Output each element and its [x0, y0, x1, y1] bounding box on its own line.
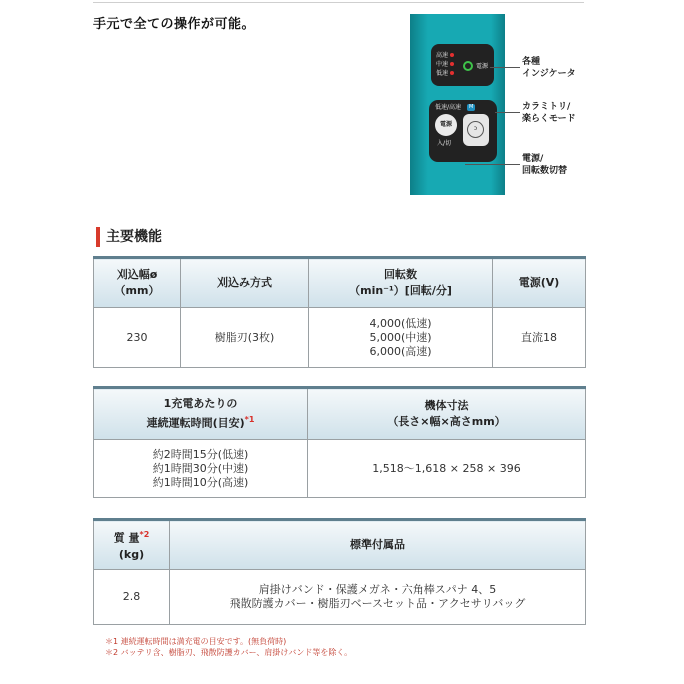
callout-indicator-line2: インジケータ	[522, 69, 576, 79]
label-mid: 中速	[436, 61, 449, 68]
power-button	[435, 114, 457, 136]
photo-shade-left	[410, 14, 428, 195]
callout-mode-line2: 楽らくモード	[522, 114, 576, 124]
th-cut-width-line2: （mm）	[114, 284, 160, 297]
product-photo	[410, 14, 505, 195]
td-cut-width: 230	[94, 308, 181, 368]
callout-line-power	[465, 164, 520, 165]
td-accessories-line2: 飛散防護カバー・樹脂刃ベースセット品・アクセサリバッグ	[229, 597, 526, 610]
callout-mode-line1: カラミトリ/	[522, 102, 571, 112]
callout-mode	[522, 101, 576, 125]
spec-table-accessories	[93, 518, 586, 625]
td-mass: 2.8	[94, 570, 170, 625]
td-runtime-low: 約2時間15分(低速)	[152, 447, 249, 461]
th-mass-unit: (kg)	[118, 547, 145, 561]
footnote-1-text: 連続運転時間は満充電の目安です。(無負荷時)	[120, 637, 287, 646]
label-speed-cycle: 低速/高速	[435, 104, 462, 111]
th-power	[493, 258, 586, 308]
headline: 手元で全ての操作が可能。	[93, 17, 256, 32]
td-rpm-low: 4,000(低速)	[369, 316, 432, 330]
led-high	[450, 53, 454, 57]
td-runtime-high: 約1時間10分(高速)	[152, 475, 249, 489]
td-power: 直流18	[493, 308, 586, 368]
callout-power-line1: 電源/	[522, 154, 544, 164]
th-runtime-line2	[94, 412, 307, 432]
footnote-2-mark: ＊2	[105, 648, 119, 657]
control-panel	[429, 100, 497, 162]
mode-icon: ↄ	[467, 121, 484, 138]
callout-indicator	[522, 56, 576, 80]
callout-line-indicator	[490, 67, 520, 68]
th-runtime-line2-text: 連続運転時間(目安)	[146, 416, 245, 430]
td-cut-method: 樹脂刃(3枚)	[181, 308, 309, 368]
callout-line-mode	[495, 112, 520, 113]
th-power-line1: 電源(V)	[518, 276, 560, 289]
indicator-panel	[431, 44, 494, 86]
label-low: 低速	[436, 70, 449, 77]
label-power-sub: 入/切	[437, 140, 452, 147]
td-runtime	[94, 440, 308, 498]
td-rpm-high: 6,000(高速)	[369, 344, 432, 358]
td-accessories-line1: 肩掛けバンド・保護メガネ・六角棒スパナ 4、5	[258, 583, 497, 596]
th-mass	[94, 520, 170, 570]
section-title: 主要機能	[106, 229, 162, 245]
td-rpm-mid: 5,000(中速)	[369, 330, 432, 344]
mode-button	[463, 114, 489, 146]
spec-table-main	[93, 256, 586, 368]
th-size	[308, 388, 586, 440]
th-accessories: 標準付属品	[170, 520, 586, 570]
footnotes	[105, 636, 352, 658]
power-button-label: 電源	[439, 121, 452, 128]
th-size-line2: （長さ×幅×高さmm）	[387, 415, 506, 428]
led-mid	[450, 62, 454, 66]
th-runtime-line1: 1充電あたりの	[163, 397, 238, 411]
led-low	[450, 71, 454, 75]
note-mark-1: *1	[244, 415, 255, 425]
footnote-2-text: バッテリ含、樹脂刃、飛散防護カバー、肩掛けバンド等を除く。	[120, 648, 353, 657]
th-runtime	[94, 388, 308, 440]
note-mark-2: *2	[139, 530, 150, 540]
power-led-icon	[463, 61, 473, 71]
mode-tag: M	[469, 104, 474, 110]
section-accent-bar	[96, 227, 100, 247]
th-cut-method	[181, 258, 309, 308]
th-rpm-line2: （min⁻¹）[回転/分]	[349, 284, 452, 297]
td-runtime-mid: 約1時間30分(中速)	[152, 461, 249, 475]
th-size-line1: 機体寸法	[424, 399, 469, 412]
th-cut-method-line1: 刈込み方式	[217, 276, 272, 289]
callout-power-line2: 回転数切替	[522, 166, 568, 176]
th-rpm-line1: 回転数	[384, 268, 417, 281]
td-accessories	[170, 570, 586, 625]
footnote-2	[105, 647, 352, 658]
th-cut-width-line1: 刈込幅ø	[116, 268, 158, 281]
td-size: 1,518〜1,618 × 258 × 396	[308, 440, 586, 498]
label-power-led: 電源	[476, 63, 489, 70]
footnote-1-mark: ＊1	[105, 637, 119, 646]
th-mass-text: 質 量	[113, 531, 140, 545]
top-divider	[93, 2, 584, 3]
th-mass-line1	[94, 527, 169, 547]
footnote-1	[105, 636, 352, 647]
callout-power	[522, 153, 567, 177]
th-cut-width	[94, 258, 181, 308]
spec-table-runtime	[93, 386, 586, 498]
callout-indicator-line1: 各種	[522, 57, 541, 67]
label-high: 高速	[436, 52, 449, 59]
td-rpm	[309, 308, 493, 368]
th-rpm	[309, 258, 493, 308]
